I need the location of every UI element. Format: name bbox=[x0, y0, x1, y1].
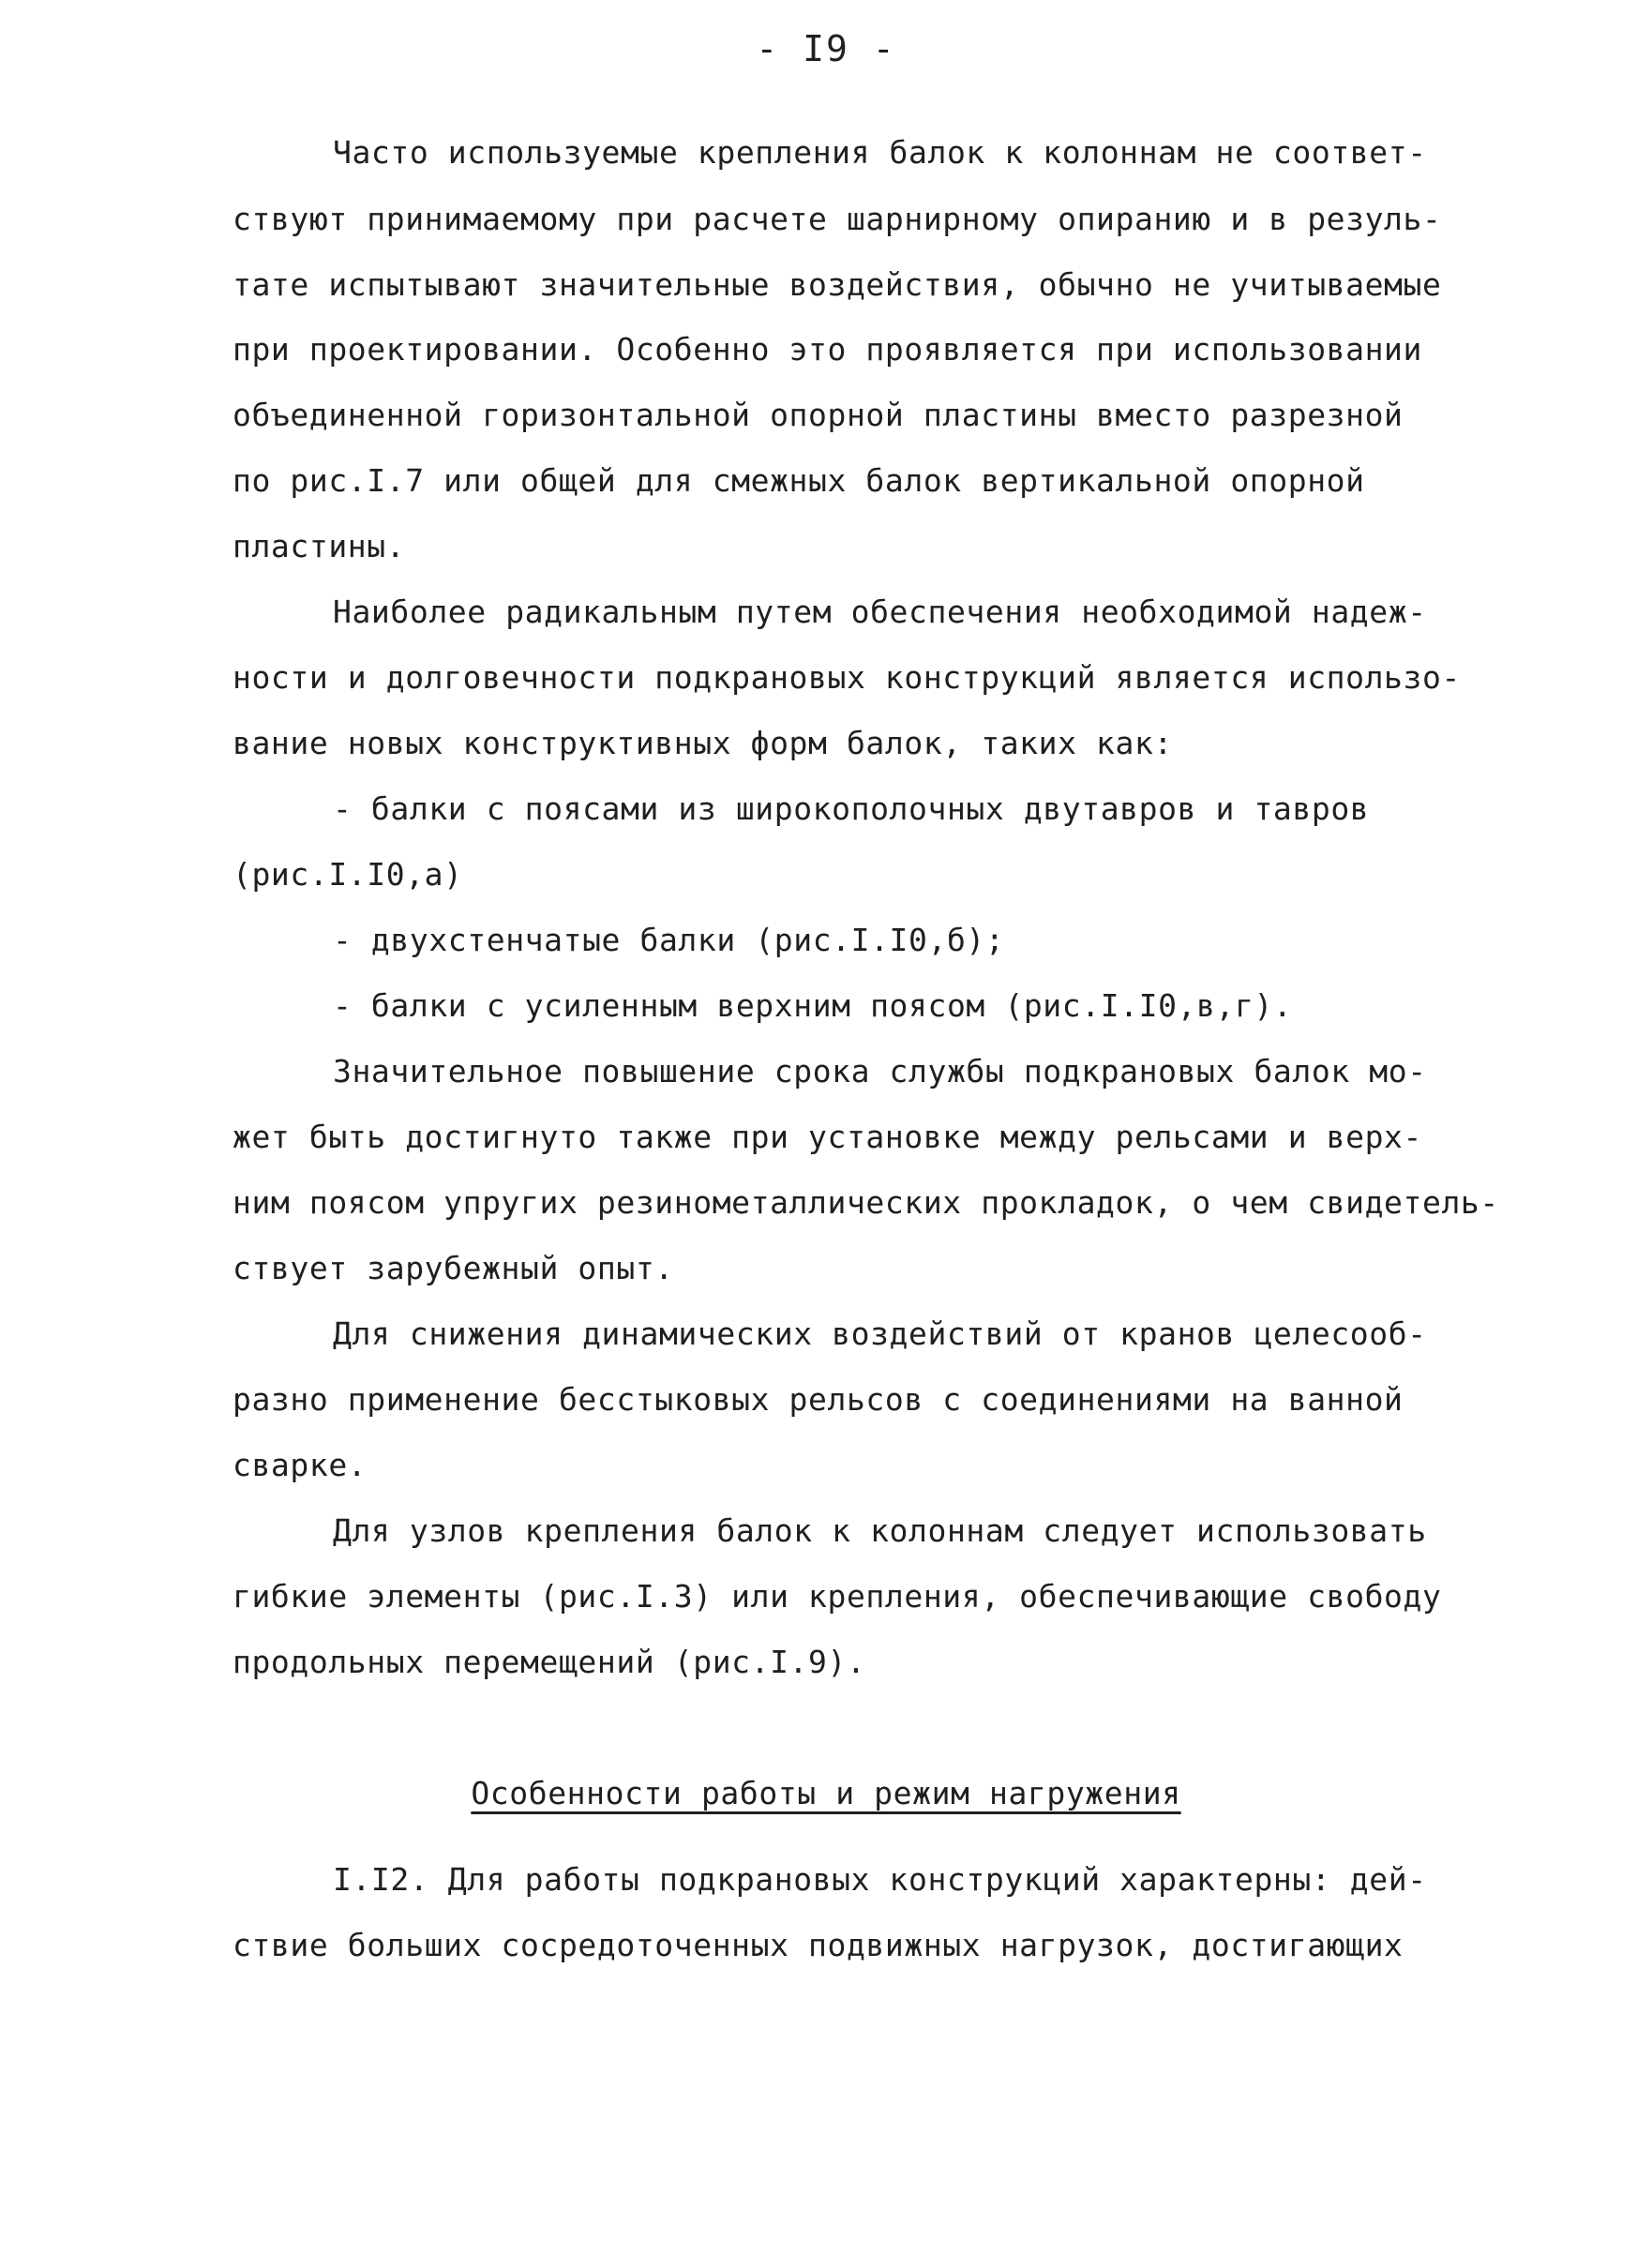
paragraph-line: ствует зарубежный опыт. bbox=[233, 1250, 674, 1286]
list-item-line: (рис.I.I0,а) bbox=[233, 856, 463, 893]
paragraph-line: ствуют принимаемому при расчете шарнирному опиранию и в резуль- bbox=[233, 201, 1442, 237]
paragraph-line: сварке. bbox=[233, 1447, 368, 1483]
paragraph-line: Часто используемые крепления балок к колоннам не соответ- bbox=[333, 134, 1427, 171]
paragraph-line: Для снижения динамических воздействий от кранов целесооб- bbox=[333, 1315, 1427, 1352]
list-item-line: - балки с усиленным верхним поясом (рис.I.I0,в,г). bbox=[333, 987, 1293, 1024]
paragraph-line: Значительное повышение срока службы подкрановых балок мо- bbox=[333, 1053, 1427, 1089]
paragraph-line: объединенной горизонтальной опорной пластины вместо разрезной bbox=[233, 397, 1404, 433]
paragraph-line: ствие больших сосредоточенных подвижных нагрузок, достигающих bbox=[233, 1927, 1404, 1963]
paragraph-line: ним поясом упругих резинометаллических прокладок, о чем свидетель- bbox=[233, 1184, 1499, 1221]
section-heading-text: Особенности работы и режим нагружения bbox=[471, 1775, 1181, 1811]
paragraph-line: гибкие элементы (рис.I.3) или крепления, обеспечивающие свободу bbox=[233, 1578, 1442, 1615]
section-heading bbox=[0, 1775, 1652, 1811]
paragraph-line: тате испытывают значительные воздействия, обычно не учитываемые bbox=[233, 266, 1442, 303]
paragraph-line: по рис.I.7 или общей для смежных балок вертикальной опорной bbox=[233, 462, 1365, 499]
paragraph-line: I.I2. Для работы подкрановых конструкций характерны: дей- bbox=[333, 1861, 1427, 1898]
paragraph-line: вание новых конструктивных форм балок, таких как: bbox=[233, 725, 1173, 761]
paragraph-line: ности и долговечности подкрановых конструкций является использо- bbox=[233, 659, 1461, 696]
paragraph-line: продольных перемещений (рис.I.9). bbox=[233, 1644, 866, 1680]
page-number: - I9 - bbox=[756, 28, 896, 69]
paragraph-line: Наиболее радикальным путем обеспечения необходимой надеж- bbox=[333, 594, 1427, 630]
paragraph-line: жет быть достигнуто также при установке между рельсами и верх- bbox=[233, 1119, 1422, 1155]
paragraph-line: Для узлов крепления балок к колоннам следует использовать bbox=[333, 1512, 1427, 1549]
list-item-line: - двухстенчатые балки (рис.I.I0,б); bbox=[333, 922, 1005, 958]
list-item-line: - балки с поясами из широкополочных двутавров и тавров bbox=[333, 790, 1370, 827]
paragraph-line: при проектировании. Особенно это проявляется при использовании bbox=[233, 331, 1422, 368]
paragraph-line: разно применение бесстыковых рельсов с соединениями на ванной bbox=[233, 1381, 1404, 1418]
paragraph-line: пластины. bbox=[233, 528, 406, 564]
